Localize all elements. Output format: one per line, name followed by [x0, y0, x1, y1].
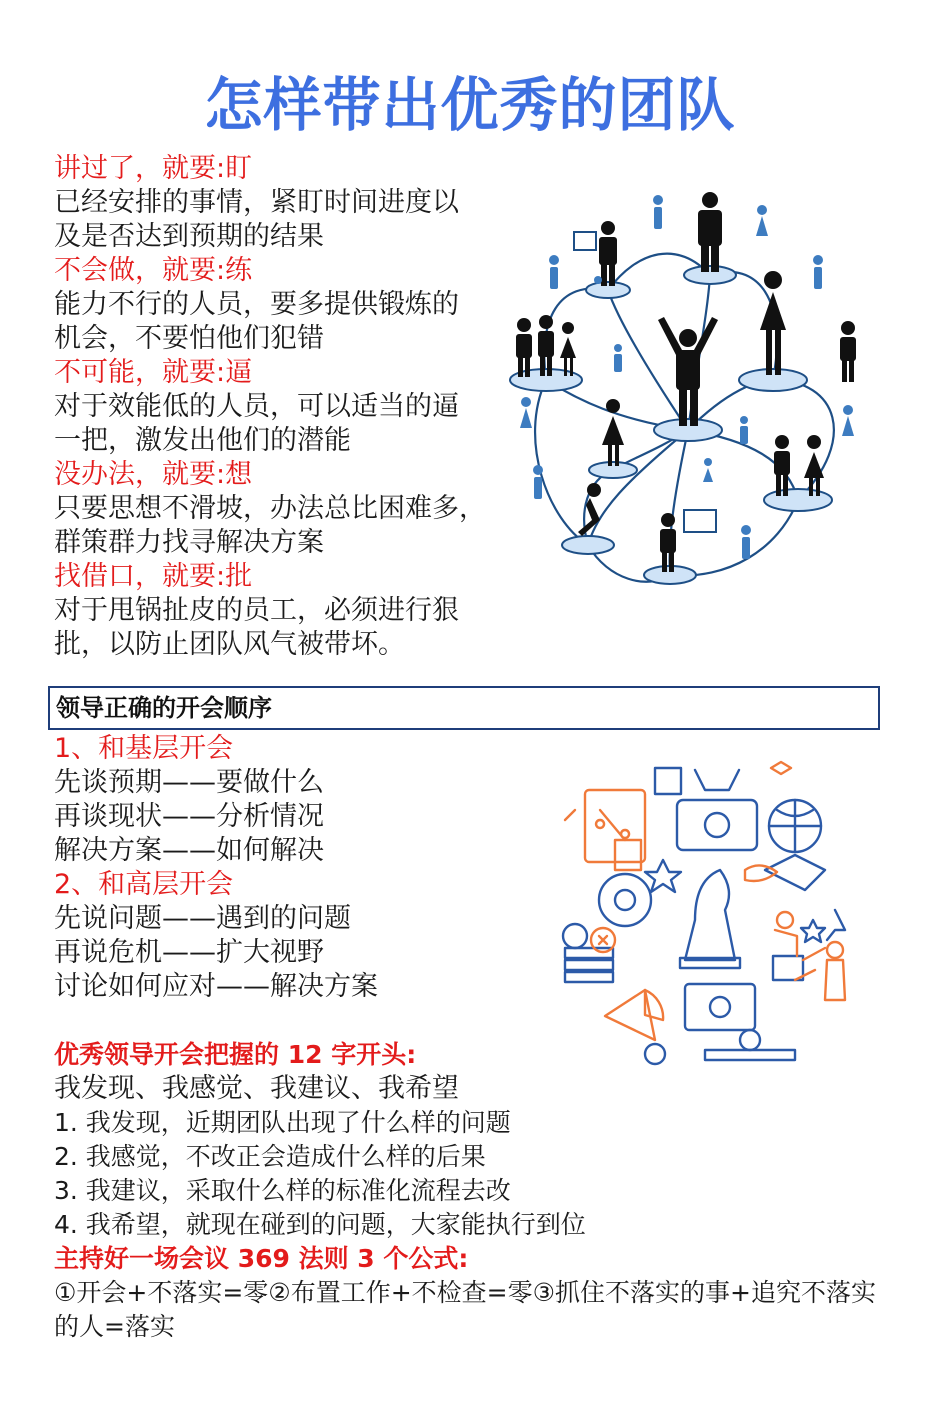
twelve-words-summary: 我发现、我感觉、我建议、我希望: [54, 1073, 459, 1104]
group-line: 解决方案——如何解决: [54, 835, 324, 866]
team-tips-section: [54, 152, 494, 662]
tip-heading: 没办法，就要:想: [54, 459, 253, 490]
tip-line: 及是否达到预期的结果: [54, 221, 324, 252]
rule369-text: ①开会+不落实=零②布置工作+不检查=零③抓住不落实的事+追究不落实的人=落实: [54, 1278, 876, 1341]
meeting-order-header: 领导正确的开会顺序: [48, 686, 880, 730]
tip-heading: 不可能，就要:逼: [54, 357, 253, 388]
tip-heading: 找借口，就要:批: [54, 561, 253, 592]
tip-item: [54, 356, 494, 458]
group-heading: 1、和基层开会: [54, 733, 234, 764]
group-line: 讨论如何应对——解决方案: [54, 971, 378, 1002]
twelve-words-section: [54, 1038, 914, 1344]
list-item: 3. 我建议，采取什么样的标准化流程去改: [54, 1176, 511, 1205]
group-line: 先说问题——遇到的问题: [54, 903, 351, 934]
tip-line: 机会，不要怕他们犯错: [54, 323, 324, 354]
tip-item: [54, 560, 494, 662]
tip-item: [54, 254, 494, 356]
list-item: 2. 我感觉，不改正会造成什么样的后果: [54, 1142, 486, 1171]
group-line: 再谈现状——分析情况: [54, 801, 324, 832]
group-heading: 2、和高层开会: [54, 869, 234, 900]
tip-line: 群策群力找寻解决方案: [54, 527, 324, 558]
tip-line: 批，以防止团队风气被带坏。: [54, 629, 405, 660]
twelve-words-heading: 优秀领导开会把握的 12 字开头:: [54, 1040, 417, 1069]
group-line: 先谈预期——要做什么: [54, 767, 324, 798]
people-network-icon: [498, 180, 878, 600]
business-icons-circle: [545, 760, 865, 1080]
tip-line: 能力不行的人员，要多提供锻炼的: [54, 289, 459, 320]
meeting-order-section: [54, 732, 554, 1004]
tip-heading: 讲过了，就要:盯: [54, 153, 253, 184]
tip-item: [54, 458, 494, 560]
tip-line: 对于效能低的人员，可以适当的逼: [54, 391, 459, 422]
group-line: 再说危机——扩大视野: [54, 937, 324, 968]
tip-line: 已经安排的事情，紧盯时间进度以: [54, 187, 459, 218]
tip-item: [54, 152, 494, 254]
tip-line: 一把，激发出他们的潜能: [54, 425, 351, 456]
tip-line: 只要思想不滑坡，办法总比困难多，: [54, 493, 486, 524]
tip-line: 对于甩锅扯皮的员工，必须进行狠: [54, 595, 459, 626]
list-item: 4. 我希望，就现在碰到的问题，大家能执行到位: [54, 1210, 586, 1239]
list-item: 1. 我发现，近期团队出现了什么样的问题: [54, 1108, 511, 1137]
tip-heading: 不会做，就要:练: [54, 255, 253, 286]
page-title: 怎样带出优秀的团队: [204, 71, 736, 139]
rule369-heading: 主持好一场会议 369 法则 3 个公式:: [54, 1244, 469, 1273]
